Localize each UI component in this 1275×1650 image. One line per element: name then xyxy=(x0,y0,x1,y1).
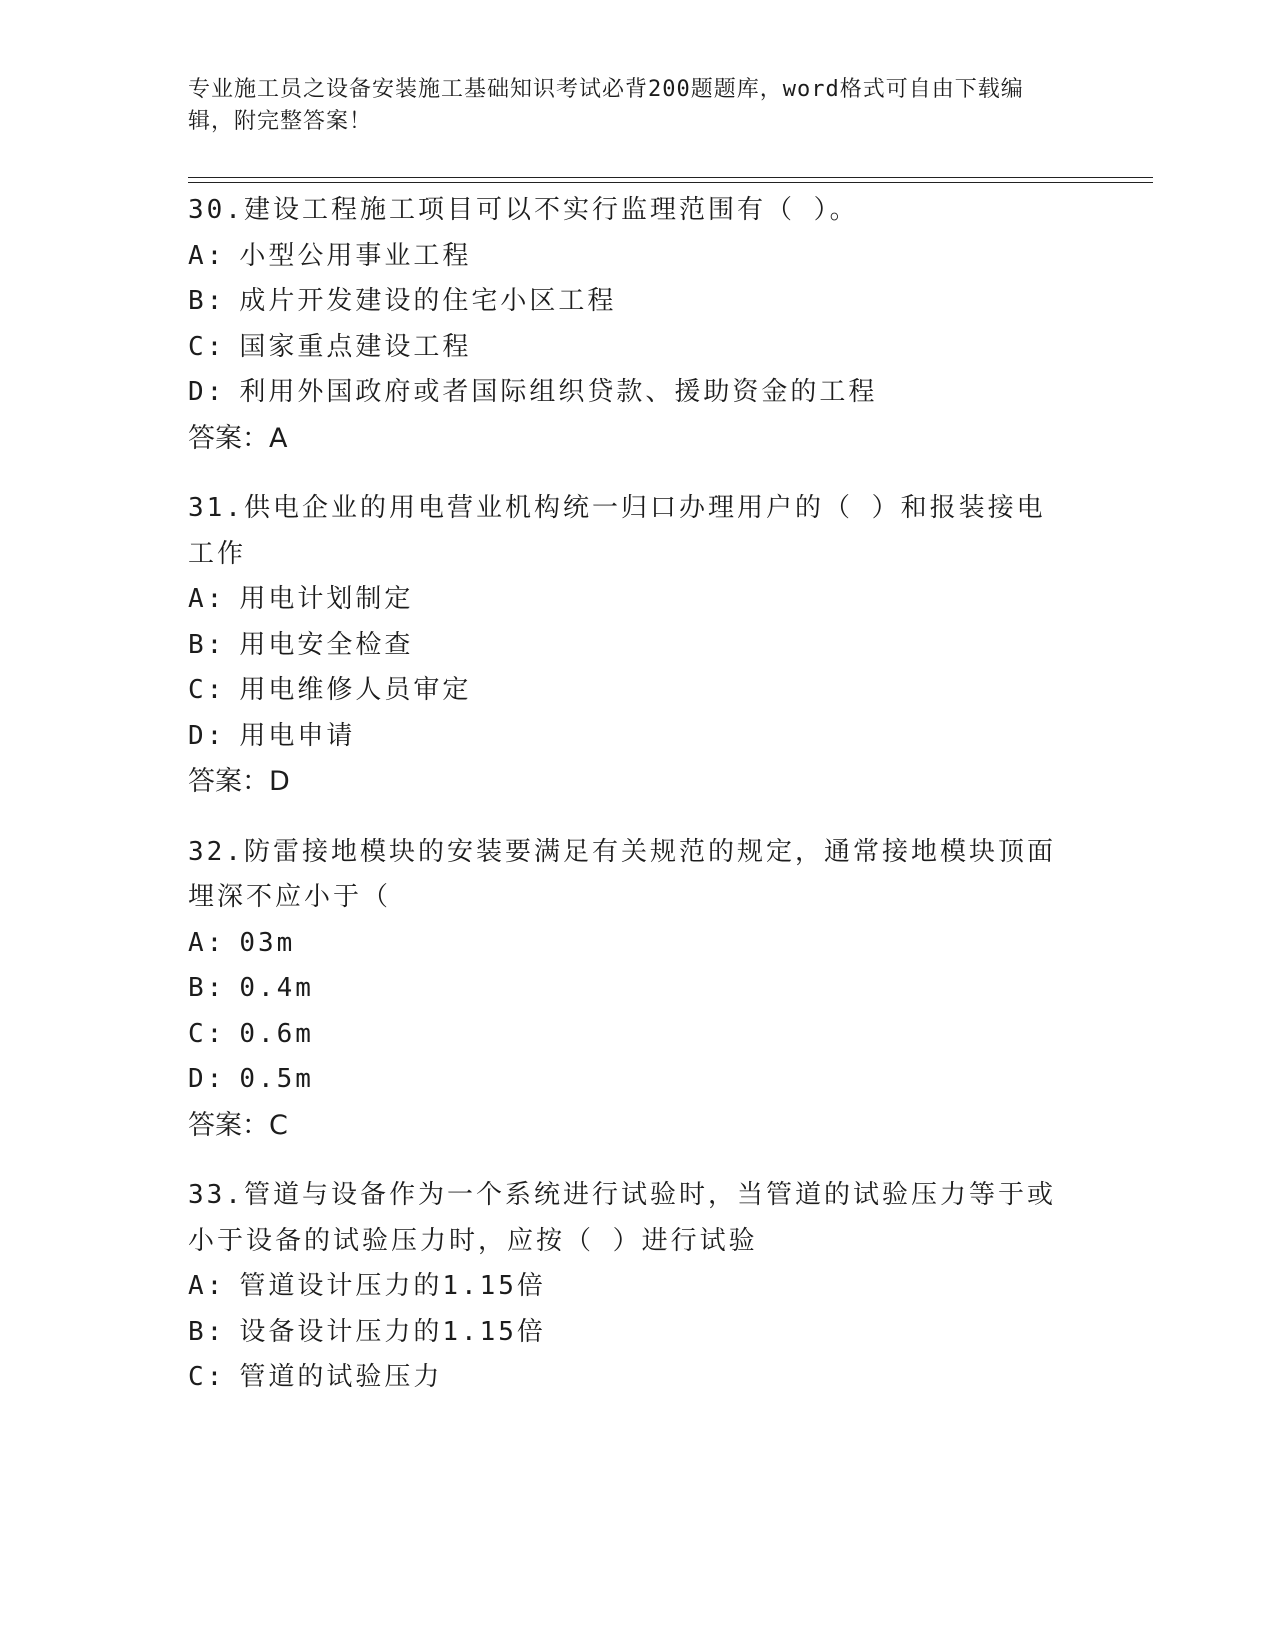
option-letter: C xyxy=(188,675,207,705)
option-text: 用电安全检查 xyxy=(239,629,414,660)
option-letter: D xyxy=(188,720,207,751)
option-text: 小型公用事业工程 xyxy=(239,240,472,271)
question-31 xyxy=(188,486,1068,805)
option-d: D: 用电申请 xyxy=(188,714,1068,760)
option-a: A: 管道设计压力的1.15倍 xyxy=(188,1264,1068,1310)
option-d: D: 0.5m xyxy=(188,1057,1068,1103)
option-d: D: 利用外国政府或者国际组织贷款、援助资金的工程 xyxy=(188,370,1068,416)
document-title: 专业施工员之设备安装施工基础知识考试必背200题题库，word格式可自由下载编辑，附完整答案！ xyxy=(188,77,1024,134)
option-letter: D xyxy=(188,1064,207,1094)
question-text: 33.管道与设备作为一个系统进行试验时，当管道的试验压力等于或小于设备的试验压力时，应按（ ）进行试验 xyxy=(188,1180,1056,1256)
answer-line xyxy=(188,759,1068,805)
option-b: B: 设备设计压力的1.15倍 xyxy=(188,1310,1068,1356)
header-divider-thick xyxy=(188,177,1153,178)
option-b: B: 成片开发建设的住宅小区工程 xyxy=(188,279,1068,325)
option-a: A: 03m xyxy=(188,921,1068,967)
answer-label: 答案： xyxy=(188,766,269,797)
option-text: 管道设计压力的1.15倍 xyxy=(239,1271,546,1301)
option-a: A: 小型公用事业工程 xyxy=(188,234,1068,280)
option-text: 用电维修人员审定 xyxy=(239,675,472,705)
option-text: 利用外国政府或者国际组织贷款、援助资金的工程 xyxy=(239,377,878,407)
option-text: 03m xyxy=(239,927,296,958)
question-33 xyxy=(188,1173,1068,1401)
answer-line xyxy=(188,416,1068,462)
option-letter: A xyxy=(188,240,207,271)
question-32 xyxy=(188,830,1068,1149)
question-30 xyxy=(188,188,1068,461)
option-a: A: 用电计划制定 xyxy=(188,577,1068,623)
option-c: C: 0.6m xyxy=(188,1012,1068,1058)
option-text: 0.6m xyxy=(239,1018,314,1049)
option-letter: C xyxy=(188,331,207,362)
option-b: B: 用电安全检查 xyxy=(188,623,1068,669)
option-letter: B xyxy=(188,973,207,1003)
option-b: B: 0.4m xyxy=(188,966,1068,1012)
option-letter: B xyxy=(188,286,207,316)
option-text: 成片开发建设的住宅小区工程 xyxy=(239,286,617,316)
option-text: 用电计划制定 xyxy=(239,584,414,614)
answer-value: D xyxy=(269,766,290,797)
option-letter: A xyxy=(188,1271,207,1301)
option-text: 国家重点建设工程 xyxy=(239,331,472,362)
question-list xyxy=(188,188,1068,1426)
option-c: C: 管道的试验压力 xyxy=(188,1355,1068,1401)
option-letter: A xyxy=(188,927,207,958)
option-letter: C xyxy=(188,1018,207,1049)
option-letter: D xyxy=(188,377,207,407)
answer-value: C xyxy=(269,1109,288,1141)
option-letter: B xyxy=(188,1316,207,1347)
question-text: 31.供电企业的用电营业机构统一归口办理用户的（ ）和报装接电工作 xyxy=(188,493,1046,569)
question-text: 32.防雷接地模块的安装要满足有关规范的规定，通常接地模块顶面埋深不应小于（ xyxy=(188,836,1056,912)
option-text: 0.4m xyxy=(239,973,314,1003)
option-text: 设备设计压力的1.15倍 xyxy=(239,1316,546,1347)
answer-label: 答案： xyxy=(188,422,269,454)
option-text: 用电申请 xyxy=(239,720,356,751)
option-text: 管道的试验压力 xyxy=(239,1362,443,1392)
answer-label: 答案： xyxy=(188,1109,269,1141)
option-text: 0.5m xyxy=(239,1064,314,1094)
document-header xyxy=(188,74,1068,138)
answer-value: A xyxy=(269,422,288,454)
header-divider-thin xyxy=(188,182,1153,183)
option-letter: C xyxy=(188,1362,207,1392)
question-text: 30.建设工程施工项目可以不实行监理范围有（ ）。 xyxy=(188,195,859,225)
option-letter: A xyxy=(188,584,207,614)
option-letter: B xyxy=(188,629,207,660)
option-c: C: 国家重点建设工程 xyxy=(188,325,1068,371)
answer-line xyxy=(188,1103,1068,1149)
option-c: C: 用电维修人员审定 xyxy=(188,668,1068,714)
